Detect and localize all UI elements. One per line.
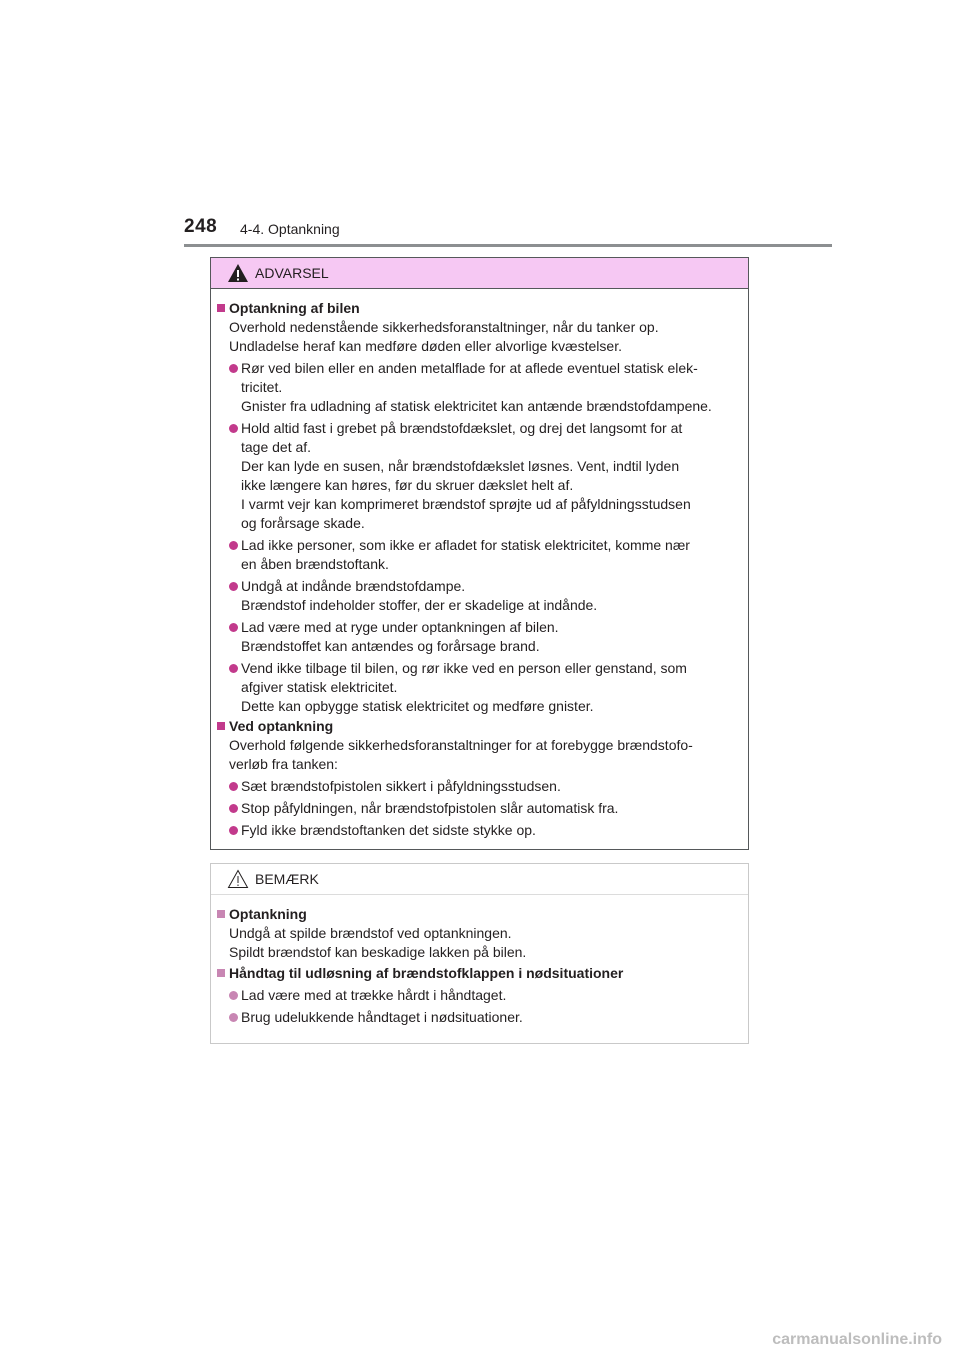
square-bullet-icon bbox=[217, 910, 225, 918]
notice-header bbox=[211, 864, 748, 895]
list-item-text: Rør ved bilen eller en anden metalflade for at aflede eventuel statisk elek- tricitet. Gnister fra udladning af statisk elektricitet kan antænde brændstofdampene. bbox=[241, 360, 712, 414]
list-item-text: Stop påfyldningen, når brændstofpistolen slår automatisk fra. bbox=[241, 800, 619, 816]
list-item-text: Hold altid fast i grebet på brændstofdækslet, og drej det langsomt for at tage det af. Der kan lyde en susen, når brændstofdækslet løsnes. Vent, indtil lyden ikke længere kan høres, før du skruer dækslet helt af. I varmt vejr kan komprimeret brændstof sprøjte ud af påfyldningsstudsen og forårsage skade. bbox=[241, 420, 691, 531]
round-bullet-icon bbox=[229, 1013, 238, 1022]
section-heading: Håndtag til udløsning af brændstofklappen i nødsituationer bbox=[229, 965, 624, 981]
notice-triangle-icon bbox=[227, 869, 249, 889]
section-heading: Ved optankning bbox=[229, 718, 334, 734]
warning-triangle-icon bbox=[227, 263, 249, 283]
list-item bbox=[217, 1008, 742, 1027]
round-bullet-icon bbox=[229, 664, 238, 673]
header-divider bbox=[184, 244, 832, 247]
section-text: Undgå at spilde brændstof ved optankningen. Spildt brændstof kan beskadige lakken på bilen. bbox=[229, 925, 527, 960]
page-header bbox=[0, 0, 960, 250]
list-item-text: Undgå at indånde brændstofdampe. Brændstof indeholder stoffer, der er skadelige at indånde. bbox=[241, 578, 598, 613]
warning-section-refueling bbox=[217, 299, 742, 356]
warning-section-during-refueling bbox=[217, 717, 742, 774]
square-bullet-icon bbox=[217, 722, 225, 730]
page-number: 248 bbox=[184, 216, 218, 237]
notice-title: BEMÆRK bbox=[255, 871, 319, 887]
list-item bbox=[217, 577, 742, 615]
round-bullet-icon bbox=[229, 826, 238, 835]
warning-title: ADVARSEL bbox=[255, 265, 329, 281]
list-item-text: Lad være med at ryge under optankningen af bilen. Brændstoffet kan antændes og forårsage brand. bbox=[241, 619, 559, 654]
list-item bbox=[217, 799, 742, 818]
section-text: Overhold nedenstående sikkerhedsforanstaltninger, når du tanker op. Undladelse heraf kan medføre døden eller alvorlige kvæstelser. bbox=[229, 319, 659, 354]
list-item bbox=[217, 777, 742, 796]
round-bullet-icon bbox=[229, 364, 238, 373]
list-item-text: Vend ikke tilbage til bilen, og rør ikke ved en person eller genstand, som afgiver statisk elektricitet. Dette kan opbygge statisk elektricitet og medføre gnister. bbox=[241, 660, 687, 714]
list-item bbox=[217, 986, 742, 1005]
warning-box bbox=[210, 257, 749, 850]
list-item-text: Lad være med at trække hårdt i håndtaget. bbox=[241, 987, 507, 1003]
notice-section-refueling bbox=[217, 905, 742, 962]
section-title: 4-4. Optankning bbox=[240, 221, 340, 237]
list-item bbox=[217, 618, 742, 656]
round-bullet-icon bbox=[229, 782, 238, 791]
list-item bbox=[217, 536, 742, 574]
round-bullet-icon bbox=[229, 991, 238, 1000]
notice-body bbox=[211, 895, 748, 1027]
notice-section-release-lever bbox=[217, 964, 742, 983]
notice-box bbox=[210, 863, 749, 1044]
warning-body bbox=[211, 289, 748, 840]
round-bullet-icon bbox=[229, 582, 238, 591]
list-item bbox=[217, 821, 742, 840]
section-heading: Optankning bbox=[229, 906, 307, 922]
list-item-text: Brug udelukkende håndtaget i nødsituationer. bbox=[241, 1009, 523, 1025]
square-bullet-icon bbox=[217, 304, 225, 312]
section-text: Overhold følgende sikkerhedsforanstaltninger for at forebygge brændstofo- verløb fra tanken: bbox=[229, 737, 693, 772]
list-item-text: Fyld ikke brændstoftanken det sidste stykke op. bbox=[241, 822, 536, 838]
list-item bbox=[217, 359, 742, 416]
list-item-text: Sæt brændstofpistolen sikkert i påfyldningsstudsen. bbox=[241, 778, 561, 794]
warning-header bbox=[211, 258, 748, 289]
round-bullet-icon bbox=[229, 804, 238, 813]
watermark-link[interactable]: carmanualsonline.info bbox=[772, 1331, 942, 1348]
round-bullet-icon bbox=[229, 541, 238, 550]
list-item bbox=[217, 419, 742, 533]
round-bullet-icon bbox=[229, 623, 238, 632]
round-bullet-icon bbox=[229, 424, 238, 433]
square-bullet-icon bbox=[217, 969, 225, 977]
section-heading: Optankning af bilen bbox=[229, 300, 360, 316]
list-item-text: Lad ikke personer, som ikke er afladet for statisk elektricitet, komme nær en åben brændstoftank. bbox=[241, 537, 690, 572]
list-item bbox=[217, 659, 742, 716]
